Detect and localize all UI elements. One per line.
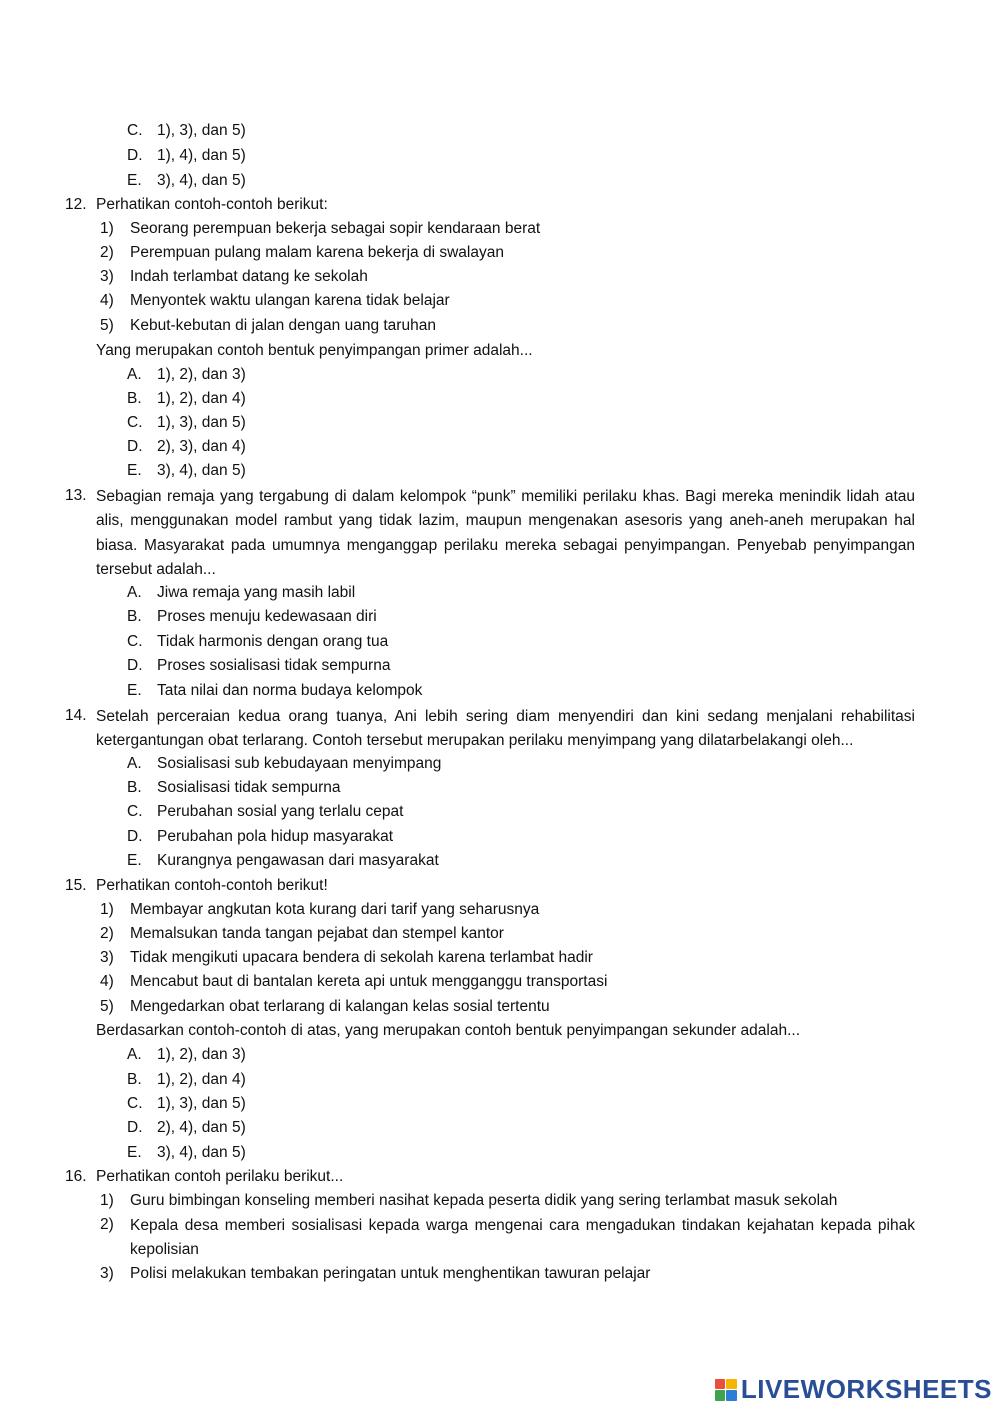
list-item bbox=[100, 947, 593, 969]
option-text: 1), 3), dan 5) bbox=[157, 122, 246, 139]
question-text: Perhatikan contoh-contoh berikut! bbox=[96, 877, 328, 894]
option-text: Sosialisasi sub kebudayaan menyimpang bbox=[157, 755, 442, 772]
option-label: A. bbox=[127, 1046, 142, 1063]
option-text: 1), 3), dan 5) bbox=[157, 414, 246, 431]
option-c[interactable] bbox=[127, 1093, 246, 1115]
item-label: 3) bbox=[100, 1265, 114, 1282]
list-item-text: Kepala desa memberi sosialisasi kepada warga mengenai cara mengadukan tindakan kejahatan kepada pihak kepolisian bbox=[130, 1217, 915, 1259]
option-label: B. bbox=[127, 390, 142, 407]
option-text: Tata nilai dan norma budaya kelompok bbox=[157, 682, 423, 699]
question-number: 13. bbox=[65, 487, 87, 504]
option-d[interactable] bbox=[127, 655, 390, 677]
item-text: Membayar angkutan kota kurang dari tarif yang seharusnya bbox=[130, 901, 540, 918]
option-label: E. bbox=[127, 172, 142, 189]
option-text: Jiwa remaja yang masih labil bbox=[157, 584, 356, 601]
option-text: Proses sosialisasi tidak sempurna bbox=[157, 657, 391, 674]
question-12-prompt: Yang merupakan contoh bentuk penyimpangan primer adalah... bbox=[96, 342, 533, 359]
question-16-stem bbox=[65, 1166, 343, 1188]
question-number: 16. bbox=[65, 1168, 87, 1185]
option-text: Perubahan pola hidup masyarakat bbox=[157, 828, 394, 845]
option-text: 3), 4), dan 5) bbox=[157, 1144, 246, 1161]
option-label: B. bbox=[127, 608, 142, 625]
item-label: 2) bbox=[100, 925, 114, 942]
option-label: C. bbox=[127, 633, 143, 650]
option-label: A. bbox=[127, 366, 142, 383]
option-b[interactable] bbox=[127, 1069, 246, 1091]
option-label: D. bbox=[127, 1119, 143, 1136]
list-item bbox=[100, 315, 436, 337]
option-label: A. bbox=[127, 755, 142, 772]
option-text: 1), 2), dan 4) bbox=[157, 390, 246, 407]
item-label: 5) bbox=[100, 317, 114, 334]
question-number: 12. bbox=[65, 196, 87, 213]
item-label: 1) bbox=[100, 901, 114, 918]
option-label: B. bbox=[127, 779, 142, 796]
item-label: 1) bbox=[100, 1192, 114, 1209]
list-item bbox=[100, 971, 607, 993]
option-label: B. bbox=[127, 1071, 142, 1088]
item-text: Seorang perempuan bekerja sebagai sopir kendaraan berat bbox=[130, 220, 541, 237]
list-item bbox=[100, 266, 368, 288]
option-c[interactable] bbox=[127, 801, 403, 823]
option-text: 3), 4), dan 5) bbox=[157, 172, 246, 189]
item-text: Tidak mengikuti upacara bendera di sekolah karena terlambat hadir bbox=[130, 949, 593, 966]
option-text: Perubahan sosial yang terlalu cepat bbox=[157, 803, 404, 820]
list-item bbox=[100, 996, 550, 1018]
item-text: Mencabut baut di bantalan kereta api untuk mengganggu transportasi bbox=[130, 973, 608, 990]
question-15-stem bbox=[65, 875, 328, 897]
option-text: 1), 2), dan 4) bbox=[157, 1071, 246, 1088]
question-14-stem: Setelah perceraian kedua orang tuanya, Ani lebih sering diam menyendiri dan kini sedang menjalani rehabilitasi ketergantungan obat terlarang. Contoh tersebut merupakan perilaku menyimpang yang dilatarbelakangi oleh... bbox=[96, 708, 915, 750]
item-text: Guru bimbingan konseling memberi nasihat kepada peserta didik yang sering terlambat masuk sekolah bbox=[130, 1192, 838, 1209]
option-label: C. bbox=[127, 414, 143, 431]
item-text: Indah terlambat datang ke sekolah bbox=[130, 268, 368, 285]
option-b[interactable] bbox=[127, 388, 246, 410]
item-text: Kebut-kebutan di jalan dengan uang taruhan bbox=[130, 317, 436, 334]
item-label: 1) bbox=[100, 220, 114, 237]
option-e[interactable] bbox=[127, 460, 246, 482]
option-label: D. bbox=[127, 657, 143, 674]
option-label: D. bbox=[127, 828, 143, 845]
liveworksheets-logo bbox=[715, 1374, 992, 1405]
option-text: Kurangnya pengawasan dari masyarakat bbox=[157, 852, 439, 869]
option-a[interactable] bbox=[127, 582, 355, 604]
option-b[interactable] bbox=[127, 777, 341, 799]
item-label: 4) bbox=[100, 292, 114, 309]
question-13-stem: Sebagian remaja yang tergabung di dalam kelompok “punk” memiliki perilaku khas. Bagi mereka menindik lidah atau alis, menggunakan model rambut yang tidak lazim, maupun mengenakan asesoris yang aneh-aneh merupakan hal biasa. Masyarakat pada umumnya menganggap perilaku mereka sebagai penyimpangan. Penyebab penyimpangan tersebut adalah... bbox=[96, 488, 915, 579]
list-item bbox=[100, 242, 504, 264]
list-item-label: 2) bbox=[100, 1216, 114, 1233]
option-e[interactable] bbox=[127, 1142, 246, 1164]
item-text: Menyontek waktu ulangan karena tidak belajar bbox=[130, 292, 450, 309]
option-e[interactable] bbox=[127, 170, 246, 192]
option-c[interactable] bbox=[127, 631, 388, 653]
option-text: 3), 4), dan 5) bbox=[157, 462, 246, 479]
option-label: C. bbox=[127, 803, 143, 820]
option-text: 1), 2), dan 3) bbox=[157, 1046, 246, 1063]
option-b[interactable] bbox=[127, 606, 377, 628]
option-c[interactable] bbox=[127, 412, 246, 434]
item-label: 2) bbox=[100, 244, 114, 261]
option-label: D. bbox=[127, 438, 143, 455]
option-label: C. bbox=[127, 1095, 143, 1112]
list-item bbox=[100, 1263, 650, 1285]
option-text: 2), 4), dan 5) bbox=[157, 1119, 246, 1136]
option-label: E. bbox=[127, 852, 142, 869]
option-d[interactable] bbox=[127, 1117, 246, 1139]
item-label: 4) bbox=[100, 973, 114, 990]
option-d[interactable] bbox=[127, 826, 393, 848]
item-label: 3) bbox=[100, 949, 114, 966]
question-text: Perhatikan contoh-contoh berikut: bbox=[96, 196, 328, 213]
option-e[interactable] bbox=[127, 850, 439, 872]
item-text: Memalsukan tanda tangan pejabat dan stempel kantor bbox=[130, 925, 504, 942]
option-text: 1), 2), dan 3) bbox=[157, 366, 246, 383]
option-a[interactable] bbox=[127, 364, 246, 386]
item-label: 3) bbox=[100, 268, 114, 285]
option-d[interactable] bbox=[127, 436, 246, 458]
option-label: E. bbox=[127, 462, 142, 479]
option-label: C. bbox=[127, 122, 143, 139]
question-number: 14. bbox=[65, 707, 87, 724]
option-a[interactable] bbox=[127, 1044, 246, 1066]
option-a[interactable] bbox=[127, 753, 441, 775]
option-label: E. bbox=[127, 1144, 142, 1161]
option-label: E. bbox=[127, 682, 142, 699]
option-text: Tidak harmonis dengan orang tua bbox=[157, 633, 389, 650]
option-text: 1), 4), dan 5) bbox=[157, 147, 246, 164]
list-item bbox=[100, 923, 504, 945]
question-15-prompt: Berdasarkan contoh-contoh di atas, yang merupakan contoh bentuk penyimpangan sekunder adalah... bbox=[96, 1022, 801, 1039]
option-text: 1), 3), dan 5) bbox=[157, 1095, 246, 1112]
question-12-stem bbox=[65, 194, 328, 216]
list-item bbox=[100, 899, 539, 921]
item-text: Polisi melakukan tembakan peringatan untuk menghentikan tawuran pelajar bbox=[130, 1265, 651, 1282]
list-item bbox=[100, 1190, 837, 1212]
option-d[interactable] bbox=[127, 145, 246, 167]
question-number: 15. bbox=[65, 877, 87, 894]
option-c[interactable] bbox=[127, 120, 246, 142]
item-label: 5) bbox=[100, 998, 114, 1015]
item-text: Perempuan pulang malam karena bekerja di swalayan bbox=[130, 244, 504, 261]
list-item bbox=[100, 218, 540, 240]
option-text: Sosialisasi tidak sempurna bbox=[157, 779, 341, 796]
question-text: Perhatikan contoh perilaku berikut... bbox=[96, 1168, 344, 1185]
logo-icon bbox=[715, 1379, 737, 1401]
list-item bbox=[100, 290, 450, 312]
logo-text: LIVEWORKSHEETS bbox=[740, 1374, 992, 1404]
option-text: Proses menuju kedewasaan diri bbox=[157, 608, 377, 625]
option-text: 2), 3), dan 4) bbox=[157, 438, 246, 455]
option-label: D. bbox=[127, 147, 143, 164]
option-label: A. bbox=[127, 584, 142, 601]
item-text: Mengedarkan obat terlarang di kalangan kelas sosial tertentu bbox=[130, 998, 550, 1015]
option-e[interactable] bbox=[127, 680, 422, 702]
